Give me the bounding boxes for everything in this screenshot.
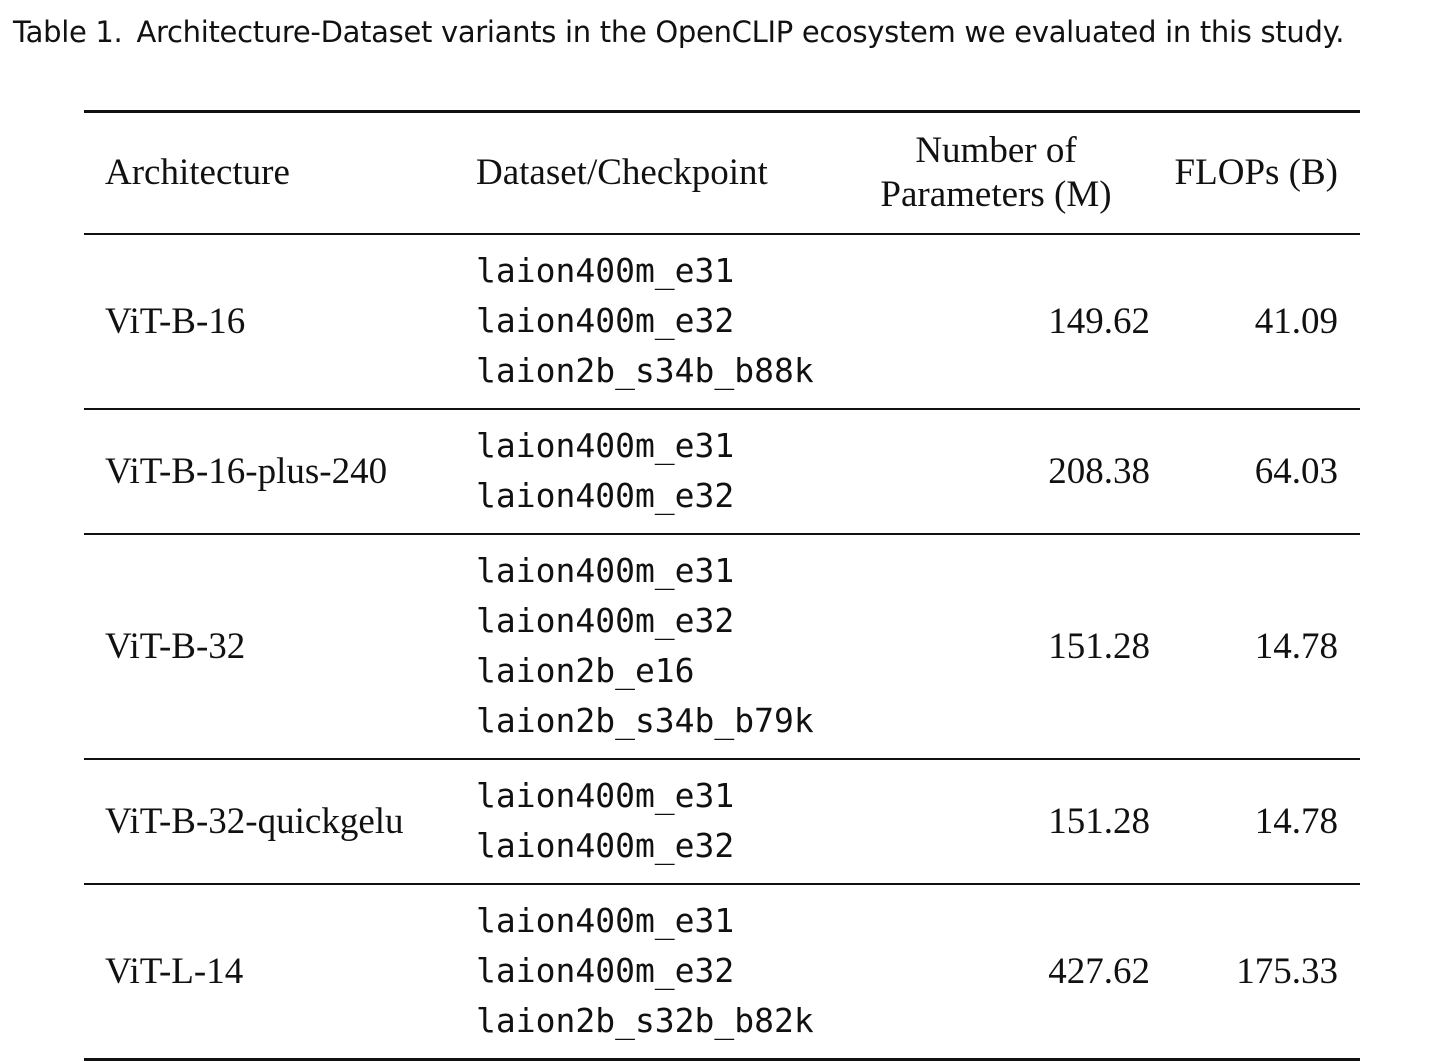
table-row xyxy=(84,234,1360,409)
dataset-item: laion400m_e31 xyxy=(476,775,735,815)
header-architecture: Architecture xyxy=(105,151,290,193)
header-parameters xyxy=(842,112,1150,234)
dataset-item: laion400m_e31 xyxy=(476,425,735,465)
architecture-cell: ViT-B-32 xyxy=(105,625,246,667)
dataset-item: laion2b_s32b_b82k xyxy=(476,1000,814,1040)
caption-text: Architecture-Dataset variants in the OpenCLIP ecosystem we evaluated in this study. xyxy=(136,15,1345,49)
table-row xyxy=(84,884,1360,1060)
architecture-cell: ViT-L-14 xyxy=(105,950,244,992)
dataset-item: laion400m_e32 xyxy=(476,600,735,640)
dataset-cell xyxy=(452,884,842,1060)
architecture-cell: ViT-B-32-quickgelu xyxy=(105,800,404,842)
table-caption xyxy=(13,12,1423,52)
dataset-item: laion400m_e32 xyxy=(476,475,735,515)
dataset-item: laion2b_s34b_b88k xyxy=(476,350,814,390)
header-parameters-line2: Parameters (M) xyxy=(880,173,1112,215)
flops-cell: 14.78 xyxy=(1254,800,1338,842)
header-flops: FLOPs (B) xyxy=(1174,151,1338,193)
dataset-cell xyxy=(452,409,842,534)
dataset-item: laion400m_e31 xyxy=(476,250,735,290)
variants-table xyxy=(84,110,1360,1061)
header-dataset: Dataset/Checkpoint xyxy=(476,151,768,193)
architecture-cell: ViT-B-16 xyxy=(105,300,246,342)
flops-cell: 64.03 xyxy=(1254,450,1338,492)
architecture-cell: ViT-B-16-plus-240 xyxy=(105,450,388,492)
dataset-item: laion2b_s34b_b79k xyxy=(476,700,814,740)
params-cell: 427.62 xyxy=(1048,950,1150,992)
table-row xyxy=(84,759,1360,884)
table-header-row xyxy=(84,112,1360,234)
params-cell: 149.62 xyxy=(1048,300,1150,342)
dataset-item: laion400m_e31 xyxy=(476,900,735,940)
params-cell: 151.28 xyxy=(1048,625,1150,667)
table-row xyxy=(84,409,1360,534)
flops-cell: 175.33 xyxy=(1236,950,1338,992)
dataset-item: laion400m_e32 xyxy=(476,950,735,990)
params-cell: 208.38 xyxy=(1048,450,1150,492)
params-cell: 151.28 xyxy=(1048,800,1150,842)
dataset-item: laion2b_e16 xyxy=(476,650,695,690)
dataset-item: laion400m_e31 xyxy=(476,550,735,590)
dataset-item: laion400m_e32 xyxy=(476,825,735,865)
table-row xyxy=(84,534,1360,759)
dataset-cell xyxy=(452,534,842,759)
caption-label: Table 1. xyxy=(13,15,123,49)
dataset-cell xyxy=(452,234,842,409)
flops-cell: 14.78 xyxy=(1254,625,1338,667)
flops-cell: 41.09 xyxy=(1254,300,1338,342)
header-parameters-line1: Number of xyxy=(915,129,1077,171)
dataset-item: laion400m_e32 xyxy=(476,300,735,340)
dataset-cell xyxy=(452,759,842,884)
